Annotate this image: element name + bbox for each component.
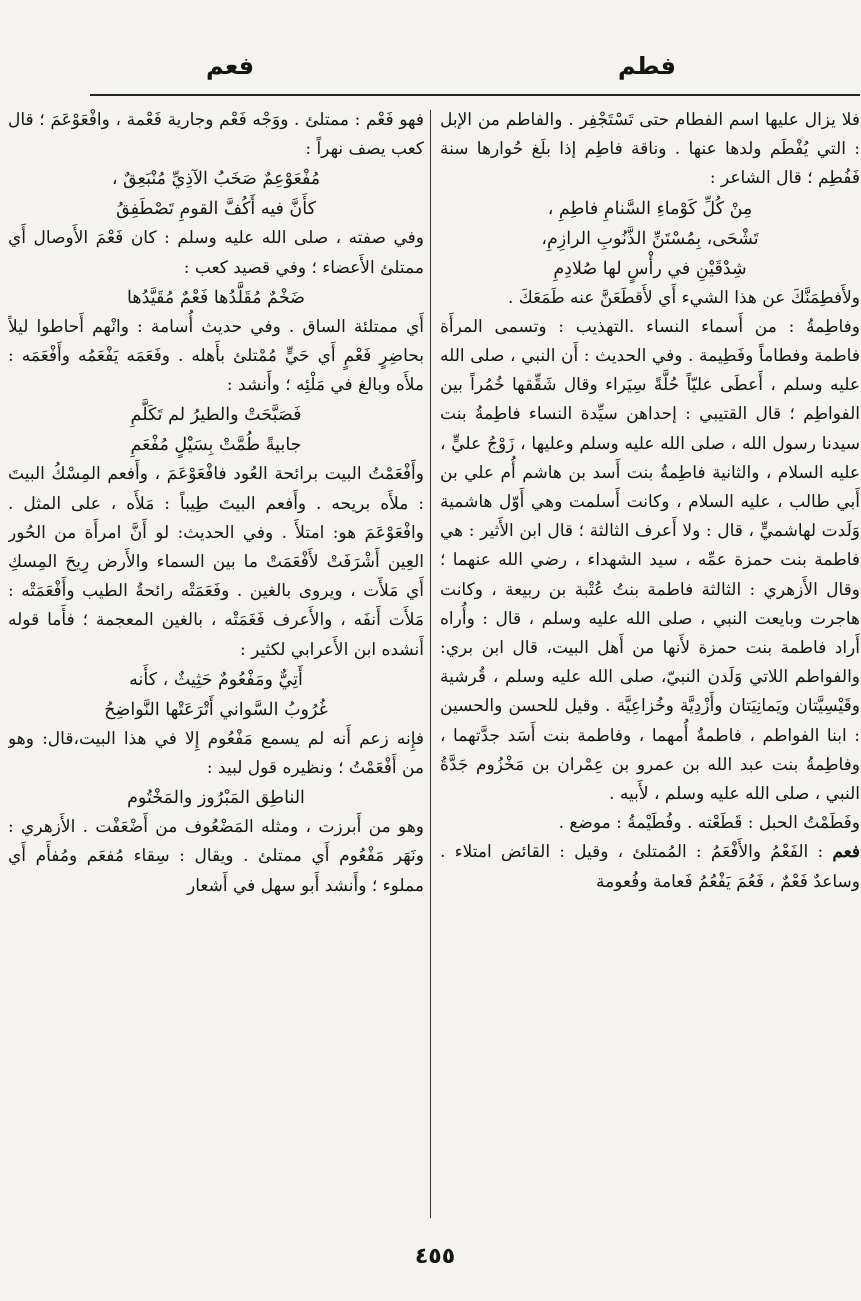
verse-line: الناطِق المَبْرُوز والمَخْتُوم bbox=[127, 788, 305, 809]
paragraph: وفَطَمْتُ الحبل : قَطَعْته . وفُطَيْمةُ : موضع . bbox=[558, 813, 860, 834]
paragraph: وفي صفته ، صلى الله عليه وسلم : كان فَعْمَ الأَوصال أَي ممتلئ الأَعضاء ؛ وفي قصيد كعب : bbox=[8, 228, 424, 278]
paragraph: ولأَفطِمَنَّكَ عن هذا الشيء أَي لأَقطَعَنَّ عنه طَمَعَكَ . bbox=[507, 287, 860, 308]
verse-line: جابيةً طُمَّتْ بِسَيْلٍ مُفْعَمِ bbox=[130, 435, 302, 456]
verse-line: تَشْحَى، بِمُسْتَنِّ الذَّنُوبِ الرازِمِ، bbox=[541, 228, 759, 249]
right-column bbox=[440, 106, 860, 1216]
paragraph: فلا يزال عليها اسم الفطام حتى تَسْتَجْفِر . والفاطم من الإبل : التي يُفْطَم ولدها عنها . وناقة فاطِم إذا بلَغ حُوارها سنة فَفُطِم ؛ قال الشاعر : bbox=[440, 110, 860, 189]
entry-headword: فعم bbox=[832, 842, 860, 863]
verse-line: ضَخْمٌ مُقَلَّدُها فَعْمٌ مُقَيَّدُها bbox=[127, 287, 305, 308]
verse-line: شِدْقَيْنِ في رأْسٍ لها صُلادِمِ bbox=[553, 258, 747, 279]
verse-line: مُفْعَوْعِمٌ صَخَبُ الآذِيِّ مُنْبَعِقٌ ، bbox=[111, 169, 321, 190]
paragraph: وفاطِمةُ : من أَسماء النساء .التهذيب : وتسمى المرأَة فاطمة وفطاماً وفَطِيمة . وفي الحديث : أَن النبي ، صلى الله عليه وسلم ، أَعطَى عليّاً حُلَّةً سِيَراء وقال شَقِّقها خُمُراً بين الفواطِم ؛ قال القتيبي : إحداهن سيِّدة النساء فاطِمةُ بنت سيدنا رسول الله ، صلى الله عليه وسلم وعليها ، زَوْجُ عليٍّ ، عليه السلام ، والثانية فاطِمةُ بنت أَسد بن هاشم أُم علي بن أَبي طالب ، عليه السلام ، وكانت أَسلمت وهي أَوّل هاشمية وَلَدت لهاشميٍّ ، قال : ولا أَعرف الثالثة ؛ قال ابن الأَثير : هي فاطمة بنت حمزة عمِّه ، سيد الشهداء ، رضي الله عنهما ؛ وقال الأَزهري : الثالثة فاطمة بنتُ عُتْبة بن ربيعة ، وكانت هاجرت وبايعت النبي ، صلى الله عليه وسلم ، قال : وأُراه أَراد فاطمة بنت حمزة لأَنها من أَهل البيت، قال ابن بري: والفواطم اللاتي وَلَدن النبيّ، صلى الله عليه وسلم ، قُرشية وقَيْسِيَّتان ويَمانِيَتان وأَزْدِيَّة وخُزاعِيَّة . وقيل للحسن والحسين : ابنا الفواطم ، فاطمةُ أُمهما ، وفاطمة بنت أَسَد جدَّتهما ، وفاطِمةُ بنت عبد الله بن عمرو بن عِمْران بن مَخْزُوم جَدَّةُ النبي ، صلى الله عليه وسلم ، لأَبيه . bbox=[440, 316, 860, 805]
header-headword-right: فطم bbox=[618, 52, 676, 80]
verse-line: كأَنَّ فيه أَكُفَّ القومِ تَصْطَفِقُ bbox=[116, 199, 316, 220]
verse-line: فَصَبَّحَتْ والطيرُ لم تَكَلَّمِ bbox=[130, 405, 302, 426]
header-rule bbox=[90, 94, 860, 96]
paragraph: وهو من أَبرزت ، ومثله المَضْعُوف من أَضْعَفْت . الأَزهري : ونَهَر مَفْعُوم أَي ممتلئ . ويقال : سِقاء مُفعَم ومُفأَم أَي مملوء ؛ وأَنشد أَبو سهل في أَشعار bbox=[8, 817, 424, 896]
entry-paragraph bbox=[440, 838, 860, 896]
entry-text: : الفَعْمُ والأَفْعَمُ : المُمتلئ ، وقيل : القائض امتلاء . وساعدٌ فَعْمٌ ، فَعُمَ يَفْعُمُ فَعامة وفُعومة bbox=[440, 842, 860, 892]
left-column bbox=[8, 106, 424, 1216]
paragraph: فهو فَعْم : ممتلئ . ووَجْه فَعْم وجارية فَعْمة ، وافْعَوْعَمَ ؛ قال كعب يصف نهراً : bbox=[8, 110, 424, 160]
paragraph: وأَفْعَمْتُ البيت برائحة العُود فافْعَوْعَمَ ، وأَفعم المِسْكُ البيتَ : ملأَه بريحه . وأَفعم البيتَ طِيباً : مَلأَه ، على المثل . وافْعَوْعَمَ هو: امتلأَ . وفي الحديث: لو أَنَّ امرأَة من الحُور العِين أَشْرَفَتْ لأَفْعَمَتْ ما بين السماء والأَرض رِيحَ المِسكِ أَي مَلأَت ، ويروى بالغين . وفَعَمَتْه رائحةُ الطيب وأَفْعَمَتْه : مَلأَت أَنفَه ، والأَعرف فَغَمَتْه ، بالغين المعجمة ؛ فأَما قوله أَنشده ابن الأَعرابي لكثير : bbox=[8, 464, 424, 660]
header-headword-left: فعم bbox=[206, 52, 255, 80]
column-divider bbox=[430, 110, 431, 1218]
page-number: ٤٥٥ bbox=[414, 1244, 456, 1269]
verse-line: مِنْ كُلِّ كَوْماءِ السَّنامِ فاطِمِ ، bbox=[547, 198, 753, 219]
paragraph: فإِنه زعم أَنه لم يسمع مَفْعُوم إِلا في هذا البيت،قال: وهو من أَفْعَمْتُ ؛ ونظيره قول لبيد : bbox=[8, 728, 424, 779]
paragraph: أَي ممتلئة الساق . وفي حديث أُسامة : وانْهم أَحاطوا ليلاً بحاضِرٍ فَعْمٍ أَي حَيٍّ مُمْتلئ بأَهله . وفَعَمَه يَفْعَمُه وأَفْعَمَه : ملأَه وبالغ في مَلْئِه ؛ وأَنشد : bbox=[8, 316, 424, 396]
verse-line: غُرُوبُ السَّواني أَتْرَعَتْها النَّواضِحُ bbox=[104, 699, 328, 720]
verse-line: أَتِيٌّ ومَفْعُومٌ حَثِيثٌ ، كأَنه bbox=[129, 669, 303, 690]
